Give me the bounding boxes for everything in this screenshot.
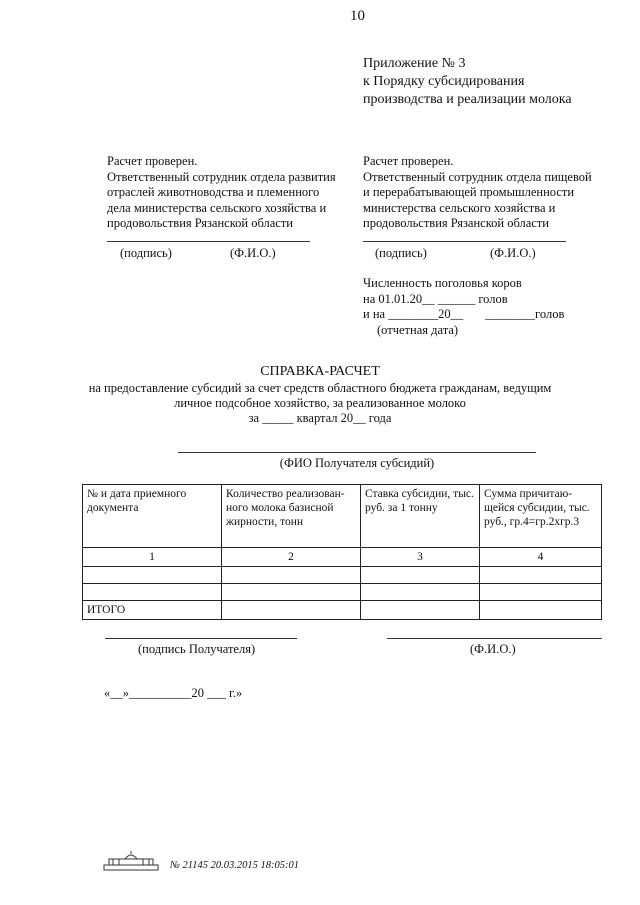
table-row <box>83 567 602 584</box>
right-check-line-1: Ответственный сотрудник отдела пищевой <box>363 169 592 184</box>
column-number-4: 4 <box>480 548 602 567</box>
registration-stamp: № 21145 20.03.2015 18:05:01 <box>170 860 299 871</box>
table-row <box>83 584 602 601</box>
recipient-sign-label: (подпись Получателя) <box>138 642 256 656</box>
total-label: ИТОГО <box>83 601 222 620</box>
header-cell-doc: № и дата приемного документа <box>83 485 222 548</box>
herd-line-3: и на ________20__ ________голов <box>363 307 565 321</box>
right-check-line-4: продовольствия Рязанской области <box>363 216 549 230</box>
table-number-row <box>83 548 602 567</box>
appendix-line-2: к Порядку субсидирования <box>363 74 525 89</box>
right-sign-label: (подпись) <box>375 246 427 260</box>
table-cell[interactable] <box>222 567 361 584</box>
left-check-line-4: продовольствия Рязанской области <box>107 216 293 230</box>
right-check-block <box>363 154 592 232</box>
herd-line-1: Численность поголовья коров <box>363 276 522 290</box>
left-check-title: Расчет проверен. <box>107 154 198 168</box>
left-check-line-3: дела министерства сельского хозяйства и <box>107 200 327 215</box>
herd-line-4: (отчетная дата) <box>377 322 459 337</box>
bottom-fio-label: (Ф.И.О.) <box>470 642 516 656</box>
header-cell-rate: Ставка субсидии, тыс. руб. за 1 тонну <box>361 485 480 548</box>
appendix-line-1: Приложение № 3 <box>363 56 466 71</box>
table-cell[interactable] <box>480 567 602 584</box>
appendix-block <box>363 55 572 109</box>
table-total-row <box>83 601 602 620</box>
table-header-row <box>83 485 602 548</box>
heading-line-2: личное подсобное хозяйство, за реализованное молоко <box>174 396 466 410</box>
column-number-3: 3 <box>361 548 480 567</box>
column-number-1: 1 <box>83 548 222 567</box>
right-signature-line <box>363 241 566 242</box>
herd-block <box>363 276 564 338</box>
page-number: 10 <box>350 8 365 24</box>
table-cell[interactable] <box>480 584 602 601</box>
subsidy-table <box>82 484 602 620</box>
right-fio-label: (Ф.И.О.) <box>490 246 536 260</box>
date-line: «__»__________20 ___ г.» <box>104 686 243 700</box>
right-check-line-3: министерства сельского хозяйства и <box>363 200 556 215</box>
table-cell[interactable] <box>361 584 480 601</box>
table-cell[interactable] <box>83 584 222 601</box>
table-cell[interactable] <box>480 601 602 620</box>
heading-line-1: на предоставление субсидий за счет средств областного бюджета гражданам, ведущим <box>88 381 552 395</box>
left-fio-label: (Ф.И.О.) <box>230 246 276 260</box>
recipient-signature-line <box>105 638 297 639</box>
header-cell-sum: Сумма причитаю-щейся субсидии, тыс. руб., гр.4=гр.2хгр.3 <box>480 485 602 548</box>
right-check-line-2: и перерабатывающей промышленности <box>363 185 575 199</box>
table-cell[interactable] <box>361 601 480 620</box>
header-cell-milk: Количество реализован-ного молока базисной жирности, тонн <box>222 485 361 548</box>
left-check-line-1: Ответственный сотрудник отдела развития <box>107 169 336 184</box>
left-check-line-2: отраслей животноводства и племенного <box>107 185 320 199</box>
table-cell[interactable] <box>222 601 361 620</box>
fio-signature-line <box>387 638 602 639</box>
recipient-label: (ФИО Получателя субсидий) <box>279 456 435 470</box>
document-title: СПРАВКА-РАСЧЕТ <box>260 364 380 379</box>
herd-line-2: на 01.01.20__ ______ голов <box>363 291 508 306</box>
recipient-line <box>178 452 536 453</box>
left-check-block <box>107 154 336 232</box>
emblem-icon <box>103 850 159 872</box>
column-number-2: 2 <box>222 548 361 567</box>
right-check-title: Расчет проверен. <box>363 154 454 168</box>
left-sign-label: (подпись) <box>120 246 172 260</box>
table-cell[interactable] <box>222 584 361 601</box>
heading-line-3: за _____ квартал 20__ года <box>248 411 392 425</box>
appendix-line-3: производства и реализации молока <box>363 92 572 107</box>
table-cell[interactable] <box>83 567 222 584</box>
left-signature-line <box>107 241 310 242</box>
table-cell[interactable] <box>361 567 480 584</box>
